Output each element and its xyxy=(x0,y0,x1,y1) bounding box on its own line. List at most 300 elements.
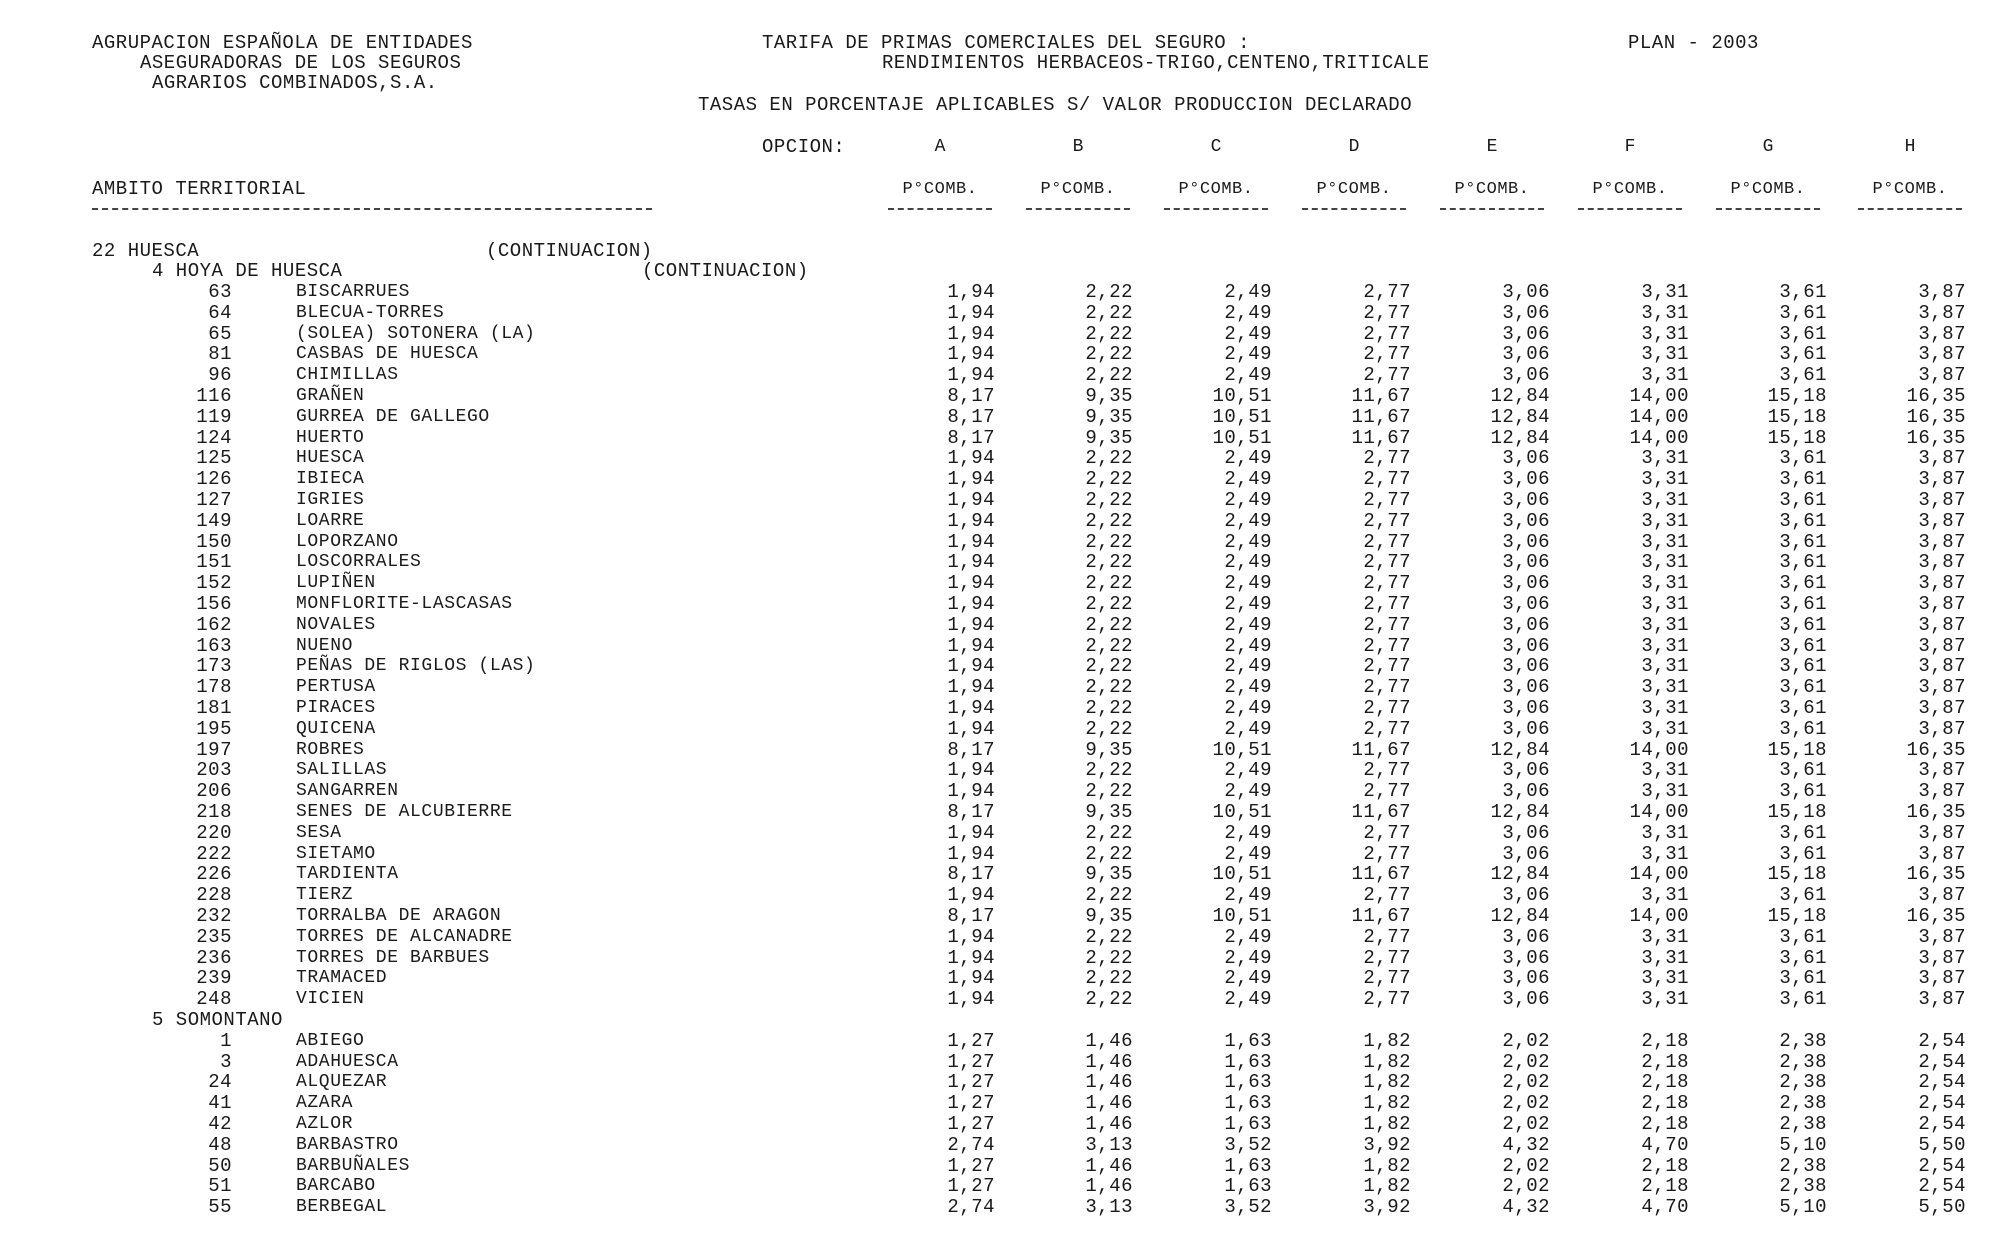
municipality-code: 163 xyxy=(196,634,232,657)
rate-cell: 2,77 xyxy=(1363,489,1411,511)
rate-cell: 1,94 xyxy=(947,593,995,615)
rate-cell: 3,92 xyxy=(1363,1133,1411,1156)
rate-cell: 3,61 xyxy=(1779,634,1827,657)
rate-cell: 1,82 xyxy=(1363,1071,1411,1094)
rate-cell: 3,31 xyxy=(1641,572,1689,595)
rate-cell: 2,49 xyxy=(1224,842,1272,865)
rate-cell: 11,67 xyxy=(1351,905,1411,927)
rate-cell: 3,31 xyxy=(1641,967,1689,990)
rate-cell: 3,87 xyxy=(1918,447,1966,470)
rate-cell: 5,10 xyxy=(1779,1133,1827,1156)
rate-cell: 2,77 xyxy=(1363,322,1411,345)
municipality-name: SALILLAS xyxy=(296,760,388,781)
rate-cell: 2,22 xyxy=(1085,697,1133,719)
rate-cell: 2,77 xyxy=(1363,468,1411,491)
rate-cell: 16,35 xyxy=(1906,385,1966,407)
rate-cell: 1,94 xyxy=(947,842,995,865)
rate-cell: 3,31 xyxy=(1641,343,1689,366)
rate-cell: 2,02 xyxy=(1502,1029,1550,1052)
rate-cell: 3,87 xyxy=(1918,655,1966,678)
rate-cell: 3,61 xyxy=(1779,925,1827,948)
rate-cell: 1,63 xyxy=(1224,1092,1272,1115)
rate-cell: 3,61 xyxy=(1779,281,1827,303)
municipality-name: TARDIENTA xyxy=(296,864,399,885)
rate-cell: 10,51 xyxy=(1212,385,1272,407)
plan-label: PLAN - 2003 xyxy=(1628,32,1759,54)
rate-cell: 1,94 xyxy=(947,364,995,387)
pcomb-underline xyxy=(1026,208,1130,210)
rate-cell: 1,94 xyxy=(947,780,995,803)
rate-cell: 9,35 xyxy=(1085,801,1133,823)
rate-cell: 3,06 xyxy=(1502,509,1550,532)
rate-cell: 1,63 xyxy=(1224,1154,1272,1177)
rate-cell: 2,49 xyxy=(1224,447,1272,470)
rate-cell: 3,31 xyxy=(1641,322,1689,345)
rate-cell: 5,50 xyxy=(1918,1196,1966,1219)
rate-cell: 3,31 xyxy=(1641,551,1689,574)
municipality-name: ABIEGO xyxy=(296,1030,365,1051)
municipality-code: 96 xyxy=(208,364,232,387)
rate-cell: 3,87 xyxy=(1918,343,1966,366)
rate-cell: 3,06 xyxy=(1502,447,1550,470)
municipality-name: (SOLEA) SOTONERA (LA) xyxy=(296,323,536,344)
municipality-code: 151 xyxy=(196,551,232,574)
rate-cell: 15,18 xyxy=(1767,738,1827,761)
rate-cell: 2,77 xyxy=(1363,593,1411,615)
rate-cell: 1,27 xyxy=(947,1029,995,1052)
rate-cell: 3,87 xyxy=(1918,593,1966,615)
municipality-code: 48 xyxy=(208,1133,232,1156)
municipality-code: 173 xyxy=(196,655,232,678)
rate-cell: 2,54 xyxy=(1918,1154,1966,1177)
rate-cell: 2,77 xyxy=(1363,364,1411,387)
rate-cell: 2,54 xyxy=(1918,1050,1966,1073)
municipality-code: 162 xyxy=(196,613,232,636)
rate-cell: 3,92 xyxy=(1363,1196,1411,1219)
rate-cell: 2,18 xyxy=(1641,1071,1689,1094)
rate-cell: 3,06 xyxy=(1502,842,1550,865)
rate-cell: 3,06 xyxy=(1502,489,1550,511)
rate-cell: 3,61 xyxy=(1779,364,1827,387)
rate-cell: 3,87 xyxy=(1918,967,1966,990)
rate-cell: 2,38 xyxy=(1779,1113,1827,1135)
rate-cell: 10,51 xyxy=(1212,738,1272,761)
rate-cell: 3,61 xyxy=(1779,447,1827,470)
rate-cell: 2,02 xyxy=(1502,1050,1550,1073)
municipality-code: 232 xyxy=(196,905,232,927)
municipality-code: 195 xyxy=(196,717,232,740)
rate-cell: 3,06 xyxy=(1502,634,1550,657)
province-continuation-note: (CONTINUACION) xyxy=(486,240,653,262)
pcomb-underline xyxy=(888,208,992,210)
rate-cell: 3,06 xyxy=(1502,364,1550,387)
rate-cell: 3,31 xyxy=(1641,593,1689,615)
rate-cell: 8,17 xyxy=(947,738,995,761)
municipality-code: 50 xyxy=(208,1154,232,1177)
municipality-code: 236 xyxy=(196,946,232,969)
municipality-code: 239 xyxy=(196,967,232,990)
rate-cell: 3,61 xyxy=(1779,946,1827,969)
rate-cell: 2,22 xyxy=(1085,301,1133,324)
municipality-name: IBIECA xyxy=(296,469,365,490)
municipality-code: 150 xyxy=(196,530,232,553)
rate-cell: 3,31 xyxy=(1641,676,1689,699)
rate-cell: 3,06 xyxy=(1502,676,1550,699)
municipality-code: 248 xyxy=(196,988,232,1011)
option-header: C xyxy=(1210,137,1222,157)
rate-cell: 1,27 xyxy=(947,1154,995,1177)
rate-cell: 3,06 xyxy=(1502,967,1550,990)
municipality-code: 3 xyxy=(220,1050,232,1073)
rate-cell: 3,87 xyxy=(1918,925,1966,948)
rate-cell: 2,49 xyxy=(1224,343,1272,366)
rate-cell: 3,31 xyxy=(1641,759,1689,782)
rate-cell: 3,06 xyxy=(1502,717,1550,740)
ambito-underline xyxy=(92,208,652,210)
rate-cell: 14,00 xyxy=(1629,801,1689,823)
rate-cell: 3,06 xyxy=(1502,593,1550,615)
opcion-label: OPCION: xyxy=(762,136,846,158)
rate-cell: 1,82 xyxy=(1363,1092,1411,1115)
municipality-name: MONFLORITE-LASCASAS xyxy=(296,594,513,614)
rate-cell: 9,35 xyxy=(1085,863,1133,886)
rate-cell: 2,54 xyxy=(1918,1071,1966,1094)
rate-cell: 1,94 xyxy=(947,613,995,636)
rate-cell: 2,18 xyxy=(1641,1175,1689,1198)
municipality-code: 116 xyxy=(196,385,232,407)
pcomb-underline xyxy=(1858,208,1962,210)
rate-cell: 2,54 xyxy=(1918,1175,1966,1198)
rate-cell: 2,18 xyxy=(1641,1154,1689,1177)
rate-cell: 2,38 xyxy=(1779,1029,1827,1052)
municipality-code: 126 xyxy=(196,468,232,491)
rate-cell: 9,35 xyxy=(1085,738,1133,761)
rate-cell: 2,22 xyxy=(1085,842,1133,865)
rate-cell: 4,32 xyxy=(1502,1196,1550,1219)
municipality-code: 125 xyxy=(196,447,232,470)
municipality-code: 65 xyxy=(208,322,232,345)
rate-cell: 3,13 xyxy=(1085,1196,1133,1219)
rate-cell: 1,94 xyxy=(947,509,995,532)
pcomb-underline xyxy=(1578,208,1682,210)
rate-cell: 8,17 xyxy=(947,863,995,886)
rate-cell: 11,67 xyxy=(1351,426,1411,449)
pcomb-header: P°COMB. xyxy=(1592,180,1668,199)
rate-cell: 2,38 xyxy=(1779,1154,1827,1177)
rate-cell: 2,38 xyxy=(1779,1071,1827,1094)
comarca-hoya-continuation-note: (CONTINUACION) xyxy=(642,260,809,282)
rate-cell: 2,22 xyxy=(1085,364,1133,387)
rate-cell: 2,49 xyxy=(1224,821,1272,844)
rate-cell: 12,84 xyxy=(1490,905,1550,927)
rate-cell: 3,61 xyxy=(1779,967,1827,990)
municipality-name: SESA xyxy=(296,822,342,843)
rate-cell: 3,06 xyxy=(1502,572,1550,595)
rate-cell: 2,77 xyxy=(1363,281,1411,303)
rate-cell: 3,87 xyxy=(1918,572,1966,595)
rate-cell: 3,06 xyxy=(1502,530,1550,553)
municipality-code: 81 xyxy=(208,343,232,366)
rate-cell: 1,46 xyxy=(1085,1175,1133,1198)
rate-cell: 5,50 xyxy=(1918,1133,1966,1156)
rate-cell: 3,06 xyxy=(1502,759,1550,782)
rate-cell: 11,67 xyxy=(1351,405,1411,428)
rate-cell: 12,84 xyxy=(1490,738,1550,761)
pcomb-underline xyxy=(1716,208,1820,210)
municipality-code: 203 xyxy=(196,759,232,782)
pcomb-header: P°COMB. xyxy=(1872,180,1948,199)
rate-cell: 3,61 xyxy=(1779,697,1827,719)
rate-cell: 2,49 xyxy=(1224,530,1272,553)
rate-cell: 2,22 xyxy=(1085,780,1133,803)
rate-cell: 15,18 xyxy=(1767,426,1827,449)
municipality-code: 55 xyxy=(208,1196,232,1219)
rate-cell: 2,22 xyxy=(1085,759,1133,782)
rate-cell: 2,74 xyxy=(947,1196,995,1219)
rate-cell: 1,94 xyxy=(947,925,995,948)
rate-cell: 14,00 xyxy=(1629,738,1689,761)
rate-cell: 3,61 xyxy=(1779,613,1827,636)
rate-cell: 3,31 xyxy=(1641,281,1689,303)
municipality-name: BARBUÑALES xyxy=(296,1155,411,1176)
rate-cell: 2,22 xyxy=(1085,489,1133,511)
municipality-name: LOSCORRALES xyxy=(296,552,422,573)
province-heading: 22 HUESCA xyxy=(92,240,200,262)
rate-cell: 14,00 xyxy=(1629,905,1689,927)
rate-cell: 1,63 xyxy=(1224,1029,1272,1052)
rate-cell: 1,46 xyxy=(1085,1071,1133,1094)
rate-cell: 1,82 xyxy=(1363,1154,1411,1177)
rate-cell: 2,49 xyxy=(1224,780,1272,803)
rate-cell: 3,06 xyxy=(1502,322,1550,345)
rate-cell: 16,35 xyxy=(1906,405,1966,428)
pcomb-header: P°COMB. xyxy=(902,180,978,199)
municipality-code: 64 xyxy=(208,301,232,324)
municipality-name: LOARRE xyxy=(296,510,365,531)
municipality-name: TORRES DE BARBUES xyxy=(296,947,490,968)
municipality-code: 51 xyxy=(208,1175,232,1198)
rate-cell: 2,74 xyxy=(947,1133,995,1156)
rate-cell: 2,49 xyxy=(1224,551,1272,574)
rate-cell: 1,94 xyxy=(947,322,995,345)
rate-cell: 10,51 xyxy=(1212,405,1272,428)
municipality-name: PIRACES xyxy=(296,698,376,718)
municipality-name: TRAMACED xyxy=(296,968,388,989)
rate-cell: 10,51 xyxy=(1212,905,1272,927)
rate-cell: 3,06 xyxy=(1502,343,1550,366)
rate-cell: 3,87 xyxy=(1918,821,1966,844)
rate-cell: 1,63 xyxy=(1224,1113,1272,1135)
municipality-name: QUICENA xyxy=(296,718,376,739)
rate-cell: 2,49 xyxy=(1224,322,1272,345)
rate-cell: 3,06 xyxy=(1502,655,1550,678)
rate-cell: 16,35 xyxy=(1906,905,1966,927)
rate-cell: 1,27 xyxy=(947,1113,995,1135)
rate-cell: 2,22 xyxy=(1085,676,1133,699)
rate-cell: 3,61 xyxy=(1779,509,1827,532)
municipality-code: 218 xyxy=(196,801,232,823)
rate-cell: 16,35 xyxy=(1906,863,1966,886)
rate-cell: 3,87 xyxy=(1918,988,1966,1011)
rate-cell: 2,77 xyxy=(1363,988,1411,1011)
rate-cell: 2,22 xyxy=(1085,821,1133,844)
rate-cell: 3,61 xyxy=(1779,593,1827,615)
municipality-name: GRAÑEN xyxy=(296,386,365,406)
rate-cell: 1,46 xyxy=(1085,1113,1133,1135)
rate-cell: 2,49 xyxy=(1224,364,1272,387)
rate-cell: 2,49 xyxy=(1224,717,1272,740)
rate-cell: 1,27 xyxy=(947,1071,995,1094)
municipality-code: 156 xyxy=(196,593,232,615)
rate-cell: 1,94 xyxy=(947,489,995,511)
municipality-code: 127 xyxy=(196,489,232,511)
rates-subtitle: TASAS EN PORCENTAJE APLICABLES S/ VALOR PRODUCCION DECLARADO xyxy=(698,94,1413,116)
rate-cell: 2,77 xyxy=(1363,717,1411,740)
rate-cell: 3,87 xyxy=(1918,676,1966,699)
rate-cell: 3,06 xyxy=(1502,281,1550,303)
rate-cell: 3,06 xyxy=(1502,468,1550,491)
rate-cell: 2,77 xyxy=(1363,967,1411,990)
rate-cell: 2,49 xyxy=(1224,489,1272,511)
rate-cell: 2,77 xyxy=(1363,613,1411,636)
municipality-name: PERTUSA xyxy=(296,677,376,698)
municipality-code: 24 xyxy=(208,1071,232,1094)
rate-cell: 1,46 xyxy=(1085,1092,1133,1115)
rate-cell: 2,77 xyxy=(1363,301,1411,324)
rate-cell: 9,35 xyxy=(1085,426,1133,449)
rate-cell: 3,06 xyxy=(1502,301,1550,324)
option-header: A xyxy=(934,137,946,157)
rate-cell: 11,67 xyxy=(1351,863,1411,886)
municipality-code: 226 xyxy=(196,863,232,886)
rate-cell: 1,82 xyxy=(1363,1029,1411,1052)
rate-cell: 2,77 xyxy=(1363,759,1411,782)
option-header: G xyxy=(1762,137,1774,157)
option-header: E xyxy=(1486,137,1498,157)
rate-cell: 15,18 xyxy=(1767,405,1827,428)
rate-cell: 5,10 xyxy=(1779,1196,1827,1219)
rate-cell: 3,31 xyxy=(1641,509,1689,532)
municipality-name: TIERZ xyxy=(296,885,354,906)
rate-cell: 1,94 xyxy=(947,301,995,324)
rate-cell: 3,52 xyxy=(1224,1133,1272,1156)
municipality-name: VICIEN xyxy=(296,989,365,1010)
rate-cell: 2,49 xyxy=(1224,301,1272,324)
rate-cell: 15,18 xyxy=(1767,385,1827,407)
rate-cell: 1,63 xyxy=(1224,1175,1272,1198)
pcomb-header: P°COMB. xyxy=(1316,180,1392,199)
rate-cell: 2,22 xyxy=(1085,967,1133,990)
rate-cell: 3,87 xyxy=(1918,468,1966,491)
rate-cell: 3,61 xyxy=(1779,343,1827,366)
rate-cell: 2,22 xyxy=(1085,572,1133,595)
rate-cell: 3,31 xyxy=(1641,489,1689,511)
municipality-name: SENES DE ALCUBIERRE xyxy=(296,802,513,822)
municipality-code: 206 xyxy=(196,780,232,803)
rate-cell: 2,49 xyxy=(1224,967,1272,990)
rate-cell: 3,61 xyxy=(1779,655,1827,678)
rate-cell: 3,87 xyxy=(1918,884,1966,907)
pcomb-header: P°COMB. xyxy=(1178,180,1254,199)
rate-cell: 12,84 xyxy=(1490,385,1550,407)
municipality-code: 42 xyxy=(208,1113,232,1135)
pcomb-header: P°COMB. xyxy=(1454,180,1530,199)
rate-cell: 1,82 xyxy=(1363,1175,1411,1198)
rate-cell: 9,35 xyxy=(1085,905,1133,927)
rate-cell: 3,13 xyxy=(1085,1133,1133,1156)
rate-cell: 3,06 xyxy=(1502,946,1550,969)
rate-cell: 3,61 xyxy=(1779,842,1827,865)
rate-cell: 2,38 xyxy=(1779,1092,1827,1115)
rate-cell: 3,87 xyxy=(1918,322,1966,345)
org-name-line-2: ASEGURADORAS DE LOS SEGUROS xyxy=(140,52,462,74)
rate-cell: 2,49 xyxy=(1224,676,1272,699)
pcomb-header: P°COMB. xyxy=(1730,180,1806,199)
municipality-name: CASBAS DE HUESCA xyxy=(296,344,479,365)
rate-cell: 3,06 xyxy=(1502,697,1550,719)
rate-cell: 3,61 xyxy=(1779,551,1827,574)
comarca-hoya-heading: 4 HOYA DE HUESCA xyxy=(152,260,343,282)
rate-cell: 1,94 xyxy=(947,676,995,699)
rate-cell: 3,31 xyxy=(1641,821,1689,844)
municipality-code: 1 xyxy=(220,1029,232,1052)
rate-cell: 3,31 xyxy=(1641,988,1689,1011)
municipality-code: 152 xyxy=(196,572,232,595)
municipality-code: 119 xyxy=(196,405,232,428)
rate-cell: 2,49 xyxy=(1224,988,1272,1011)
rate-cell: 2,77 xyxy=(1363,884,1411,907)
rate-cell: 2,22 xyxy=(1085,281,1133,303)
rate-cell: 2,77 xyxy=(1363,780,1411,803)
rate-cell: 1,94 xyxy=(947,821,995,844)
municipality-code: 178 xyxy=(196,676,232,699)
rate-cell: 3,87 xyxy=(1918,780,1966,803)
rate-cell: 2,49 xyxy=(1224,468,1272,491)
rate-cell: 2,38 xyxy=(1779,1175,1827,1198)
rate-cell: 2,22 xyxy=(1085,634,1133,657)
tariff-subtitle: RENDIMIENTOS HERBACEOS-TRIGO,CENTENO,TRITICALE xyxy=(882,52,1430,74)
rate-cell: 15,18 xyxy=(1767,863,1827,886)
rate-cell: 2,49 xyxy=(1224,509,1272,532)
rate-cell: 1,46 xyxy=(1085,1029,1133,1052)
rate-cell: 3,06 xyxy=(1502,884,1550,907)
rate-cell: 3,31 xyxy=(1641,655,1689,678)
rate-cell: 3,61 xyxy=(1779,676,1827,699)
rate-cell: 16,35 xyxy=(1906,426,1966,449)
rate-cell: 2,22 xyxy=(1085,925,1133,948)
rate-cell: 2,02 xyxy=(1502,1071,1550,1094)
rate-cell: 10,51 xyxy=(1212,801,1272,823)
rate-cell: 1,46 xyxy=(1085,1154,1133,1177)
municipality-name: BISCARRUES xyxy=(296,282,411,302)
municipality-code: 124 xyxy=(196,426,232,449)
municipality-code: 220 xyxy=(196,821,232,844)
rate-cell: 3,31 xyxy=(1641,530,1689,553)
rate-cell: 10,51 xyxy=(1212,863,1272,886)
rate-cell: 1,94 xyxy=(947,468,995,491)
rate-cell: 3,87 xyxy=(1918,530,1966,553)
municipality-name: ALQUEZAR xyxy=(296,1072,388,1093)
rate-cell: 2,02 xyxy=(1502,1175,1550,1198)
rate-cell: 3,61 xyxy=(1779,572,1827,595)
municipality-name: AZLOR xyxy=(296,1114,354,1134)
rate-cell: 3,31 xyxy=(1641,613,1689,636)
rate-cell: 8,17 xyxy=(947,905,995,927)
rate-cell: 1,94 xyxy=(947,697,995,719)
rate-cell: 3,06 xyxy=(1502,925,1550,948)
rate-cell: 1,94 xyxy=(947,572,995,595)
rate-cell: 2,22 xyxy=(1085,509,1133,532)
